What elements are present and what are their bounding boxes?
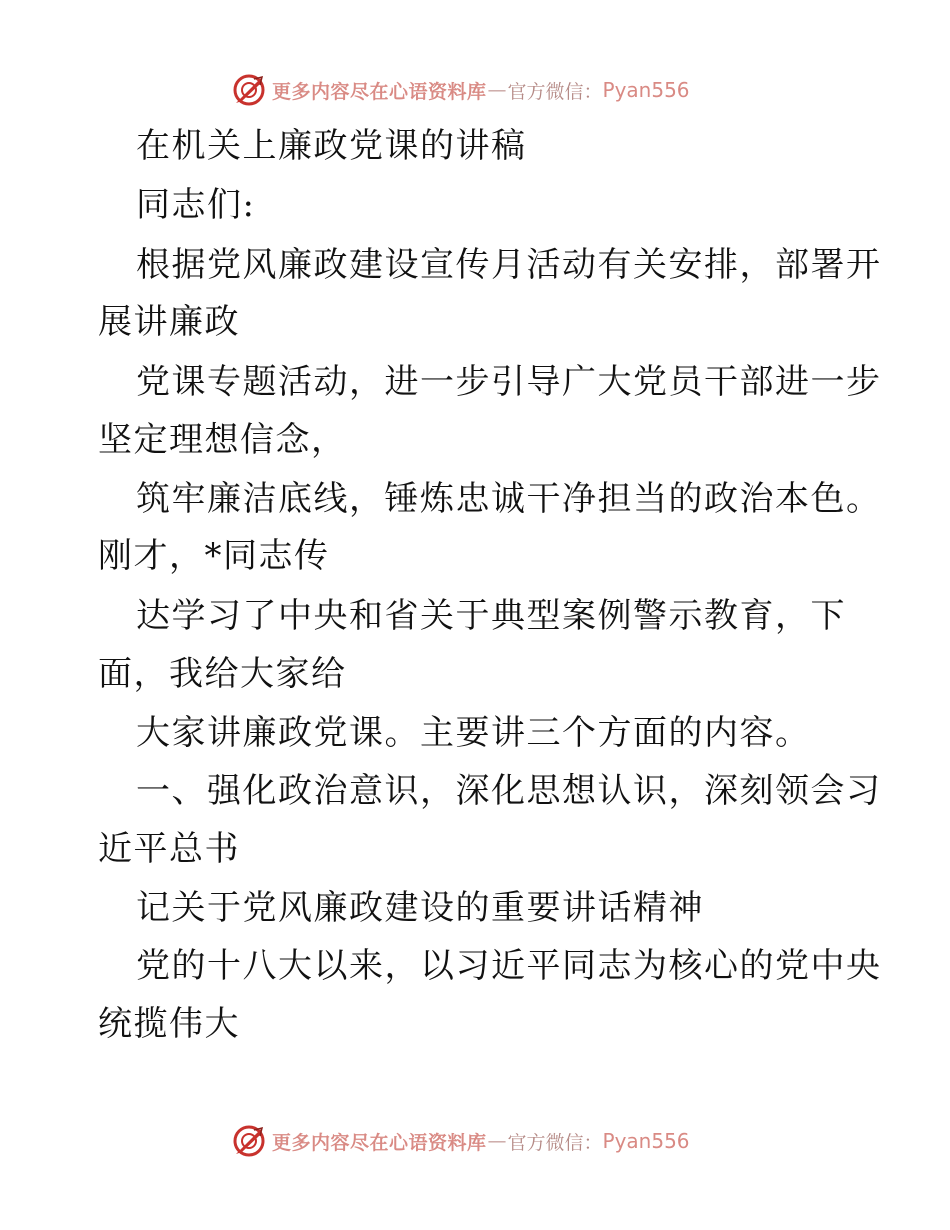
- salutation: 同志们:: [136, 185, 256, 225]
- body-line: 党的十八大以来，以习近平同志为核心的党中央: [136, 946, 882, 986]
- body-line: 展讲廉政: [98, 302, 240, 342]
- section-heading: 近平总书: [98, 829, 240, 869]
- body-line: 统揽伟大: [98, 1004, 240, 1044]
- body-line: 根据党风廉政建设宣传月活动有关安排，部署开: [136, 245, 882, 285]
- watermark-wechat-id: Pyan556: [602, 1129, 690, 1153]
- section-heading: 记关于党风廉政建设的重要讲话精神: [136, 888, 704, 928]
- body-line: 面，我给大家给: [98, 654, 347, 694]
- body-line: 筑牢廉洁底线，锤炼忠诚干净担当的政治本色。: [136, 479, 882, 519]
- body-line: 坚定理想信念，: [98, 420, 347, 460]
- document-title: 在机关上廉政党课的讲稿: [136, 126, 527, 166]
- footer-watermark: [232, 1123, 690, 1159]
- quill-logo-icon: [232, 1124, 266, 1158]
- quill-logo-icon: [232, 73, 266, 107]
- watermark-library-text: 更多内容尽在心语资料库: [272, 1131, 487, 1154]
- body-line: 党课专题活动，进一步引导广大党员干部进一步: [136, 362, 882, 402]
- body-line: 刚才，*同志传: [98, 536, 330, 576]
- watermark-library-text: 更多内容尽在心语资料库: [272, 80, 487, 103]
- watermark-wechat-label: 官方微信：: [507, 80, 603, 103]
- body-line: 大家讲廉政党课。主要讲三个方面的内容。: [136, 713, 811, 753]
- section-heading: 一、强化政治意识，深化思想认识，深刻领会习: [136, 771, 882, 811]
- watermark-wechat-id: Pyan556: [602, 78, 690, 102]
- watermark-separator: —: [487, 1130, 507, 1152]
- watermark-wechat-label: 官方微信：: [507, 1131, 603, 1154]
- body-line: 达学习了中央和省关于典型案例警示教育，下: [136, 596, 846, 636]
- watermark-separator: —: [487, 79, 507, 101]
- header-watermark: [232, 72, 690, 108]
